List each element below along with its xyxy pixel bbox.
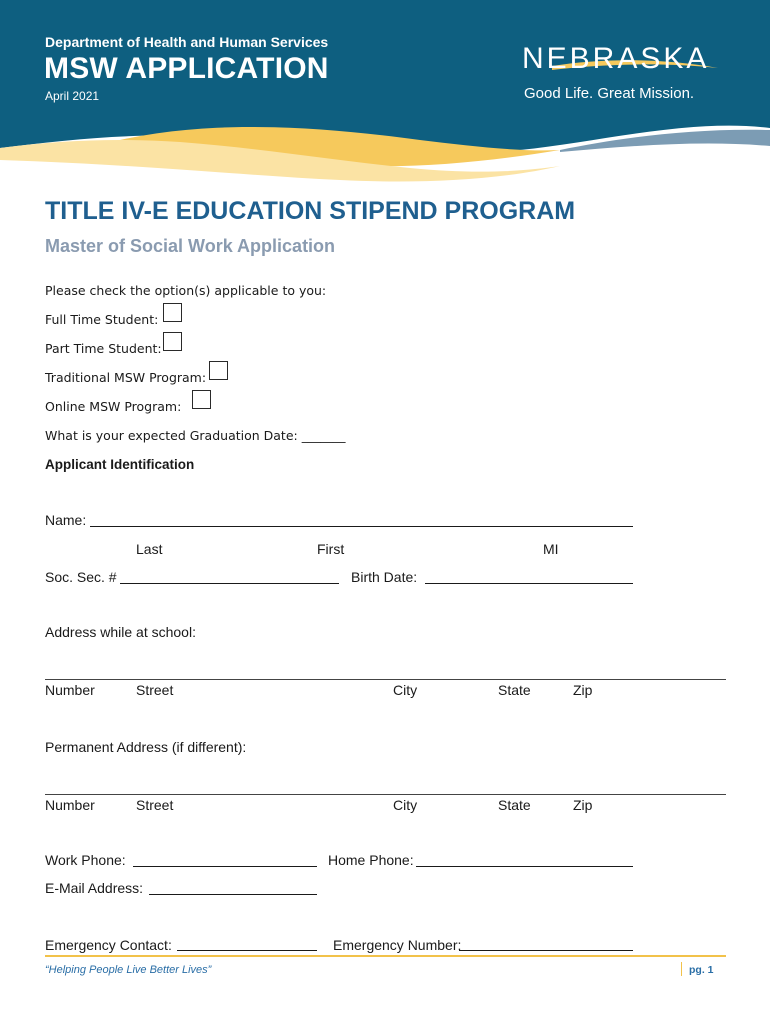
email-input-line[interactable] [149, 894, 317, 895]
emergency-contact-label: Emergency Contact: [45, 937, 172, 953]
part-time-checkbox[interactable] [163, 332, 182, 351]
last-name-caption: Last [136, 541, 163, 557]
traditional-msw-label: Traditional MSW Program: [45, 370, 207, 385]
graduation-date-field[interactable]: What is your expected Graduation Date: _______ [45, 428, 346, 443]
school-address-street-caption: Street [136, 682, 174, 698]
traditional-msw-checkbox[interactable] [209, 361, 228, 380]
applicant-identification-heading: Applicant Identification [45, 457, 195, 472]
part-time-label: Part Time Student: [45, 341, 162, 356]
options-prompt: Please check the option(s) applicable to you: [45, 283, 327, 298]
application-title: MSW APPLICATION [44, 52, 329, 85]
school-address-state-caption: State [498, 682, 531, 698]
footer-quote: “Helping People Live Better Lives” [45, 964, 212, 976]
name-input-line[interactable] [90, 526, 633, 527]
permanent-address-city-caption: City [393, 797, 418, 813]
footer-divider [45, 955, 726, 957]
work-phone-input-line[interactable] [133, 866, 317, 867]
program-subtitle: Master of Social Work Application [45, 236, 336, 256]
email-label: E-Mail Address: [45, 880, 144, 896]
emergency-number-input-line[interactable] [459, 950, 633, 951]
permanent-address-label: Permanent Address (if different): [45, 739, 247, 755]
application-date: April 2021 [45, 89, 100, 103]
home-phone-label: Home Phone: [328, 852, 414, 868]
online-msw-checkbox[interactable] [192, 390, 211, 409]
permanent-address-street-caption: Street [136, 797, 174, 813]
school-address-input-line[interactable] [45, 679, 726, 680]
permanent-address-zip-caption: Zip [573, 797, 593, 813]
birth-date-input-line[interactable] [425, 583, 633, 584]
logo-wordmark: NEBRASKA [522, 42, 710, 75]
permanent-address-number-caption: Number [45, 797, 95, 813]
emergency-number-label: Emergency Number: [333, 937, 462, 953]
birth-date-label: Birth Date: [351, 569, 418, 585]
home-phone-input-line[interactable] [416, 866, 633, 867]
school-address-city-caption: City [393, 682, 418, 698]
permanent-address-input-line[interactable] [45, 794, 726, 795]
logo-tagline: Good Life. Great Mission. [524, 85, 695, 102]
school-address-number-caption: Number [45, 682, 95, 698]
emergency-contact-input-line[interactable] [177, 950, 317, 951]
page-number: pg. 1 [689, 964, 714, 976]
program-title: TITLE IV-E EDUCATION STIPEND PROGRAM [45, 197, 576, 225]
school-address-label: Address while at school: [45, 624, 196, 640]
full-time-checkbox[interactable] [163, 303, 182, 322]
school-address-zip-caption: Zip [573, 682, 593, 698]
nebraska-logo [522, 42, 722, 106]
work-phone-label: Work Phone: [45, 852, 126, 868]
name-label: Name: [45, 512, 87, 528]
online-msw-label: Online MSW Program: [45, 399, 182, 414]
full-time-label: Full Time Student: [45, 312, 159, 327]
ssn-label: Soc. Sec. # [45, 569, 117, 585]
footer-page-separator [681, 962, 682, 976]
ssn-input-line[interactable] [120, 583, 339, 584]
middle-initial-caption: MI [543, 541, 559, 557]
department-name: Department of Health and Human Services [45, 34, 329, 50]
permanent-address-state-caption: State [498, 797, 531, 813]
first-name-caption: First [317, 541, 345, 557]
